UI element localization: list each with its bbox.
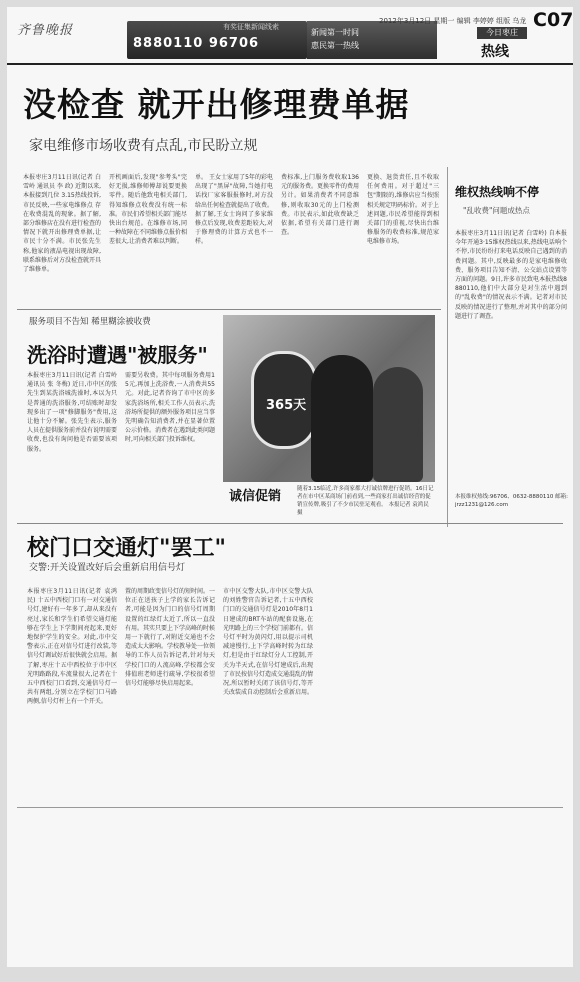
- section-label: 热线: [481, 44, 509, 60]
- masthead-rule: [7, 63, 573, 65]
- promotion-photo: [223, 315, 435, 482]
- story2-column-1: 本报枣庄3月11日讯(记者 白雪岭 通讯员 张 冬梅) 近日,市中区的张先生到某洗浴城洗澡时,本以为只是普通的洗浴服务,可结账时却发现多出了一项"修脚服务"费用,这让他十分不解。张先生表示,服务人员在提供服务前并没有说明需要收费,也没有询问他是否需要该项服务。: [27, 372, 117, 453]
- story1-column-1: 本报枣庄3月11日讯(记者 白雪岭 通讯员 李 政) 近期以来,本报接到几位 3.15热线投诉,市民反映,一些家电维修点 存在收费混乱的现象。据了解,部分维修店在没有进行检查的情况下就开出修理费单据,让市民十分不满。市民张先生称,他家的液晶电视出现故障,联系维修后对方没检查就开具了维修单。: [23, 174, 101, 274]
- photo-caption: 随着3.15临近,许多商家都大打诚信牌进行促销。16日记者在市中区某商场门前看到,一些商家打出诚信经营的促销宣传牌,吸引了不少市民驻足观看。 本报记者 袁鸿民 摄: [297, 486, 434, 516]
- story1-bottom-rule: [17, 309, 441, 310]
- slogan-banner: [307, 21, 437, 59]
- photo-caption-label: 诚信促销: [229, 489, 282, 504]
- story3-column-2: 置的周期政变信号灯的短时间。一位正在送孩子上学的家长告诉记者,可能是因为门口的信号灯周期设置的红绿灯太近了,所以一直没有用。其实只要上下学高峰的时候用一下就行了,对附近交通也不会造成太大影响。学校教导处一位领导的工作人员告诉记者,针对每天学校门口的人流高峰,学校都会安排值班老师进行疏导,学校很希望信号灯能够尽快启用起来。: [125, 588, 215, 688]
- banner-top-text: 有奖征集新闻线索: [223, 23, 279, 31]
- sidebar-hotline: 本报维权热线:96706、0632-8880110 邮箱:jrzz1231@126.com: [455, 494, 568, 508]
- newspaper-logo: 齐鲁晚报: [17, 23, 74, 38]
- promotion-sign-text: 365天: [266, 398, 307, 413]
- slogan-line-2: 惠民第一热线: [311, 41, 359, 50]
- sidebar-body: 本报枣庄3月11日讯(记者 白雪岭) 自本报今年开通3·15维权热线以来,热线电话响个不停,市民纷纷打来电话反映自己遇到的消费问题。其中,反映最多的是家电维修收费、服务项目告知不清、公交站点设置等方面的问题。9日,许多市民致电本报热线8880110,他们中大部分是对生活中遇到的"乱收费"的情况表示不满。记者对市民反映的情况进行了整理,并对其中的部分问题进行了调查。: [455, 230, 567, 320]
- sidebar-title: 维权热线响不停: [455, 185, 540, 199]
- slogan-line-1: 新闻第一时间: [311, 28, 359, 37]
- issue-date-line: 2012年3月12日 星期一 编辑 李婷婷 组版 乌龙: [379, 17, 527, 25]
- story3-headline: 校门口交通灯"罢工": [27, 536, 226, 561]
- page-bottom-rule: [17, 807, 563, 808]
- promotion-sign: [251, 351, 317, 449]
- story3-subhead: 交警:开关设置改好后会重新启用信号灯: [29, 563, 186, 573]
- banner-phone-numbers: 8880110 96706: [133, 36, 260, 51]
- story3-column-1: 本报枣庄3月11日讯(记者 袁鸿民) 十五中西校门口有一对交通信号灯,建好有一年多了,却从来没有亮过,家长和学生们希望交通灯能够在学生上下学期间亮起来,更好地保护学生的安全。对此,市中交警表示,正在对信号灯进行改装,等信号灯调试好后很快就会启用。据了解,枣庄十五中西校位于市中区光明路路段,车流量很大,记者在十五中西校门口看到,交通信号灯一共有两组,分别立在学校门口马路两侧,信号灯杆上有一个开关。: [27, 588, 117, 706]
- sidebar-subtitle: "乱收费"问题成热点: [463, 206, 530, 215]
- story1-headline: 没检查 就开出修理费单据: [23, 85, 410, 124]
- masthead: [7, 7, 573, 63]
- story1-column-2: 开机画面后,发现"参考头"完好无损,维修师傅却说要更换零件。随后他致电相关部门,得知维修点收费没有统一标准。市民们希望相关部门能尽快出台规范。在维修市场,同一种故障在不同维修点报价相差很大,让消费者难以判断。: [109, 174, 187, 246]
- story1-column-4: 费标准,上门服务费收取136元的服务费。更换零件的费用另计。如果消费者不同意维修,则收取30元的上门检测费。市民表示,如此收费缺乏依据,希望有关部门进行调查。: [281, 174, 359, 237]
- shopper-figure-2: [373, 367, 423, 482]
- story1-column-5: 更换、退货责任,且不收取任何费用。对于超过"三包"期限的,维修店应当按照相关规定明码标价。对于上述问题,市民希望能得到相关部门的重视,尽快出台维修服务的收费标准,规范家电维修市场。: [367, 174, 439, 246]
- sidebar-rule: [447, 167, 448, 527]
- story1-column-3: 单。 王女士家用了5年的彩电出现了"黑屏"故障,当她打电话找厂家客服报修时,对方没给出任何检查就提出了收费。据了解,王女士询问了多家维修点后发现,收费差距较大,对于修理费的计算方式也不一样。: [195, 174, 273, 246]
- story1-subhead: 家电维修市场收费有点乱,市民盼立规: [29, 138, 258, 154]
- story2-column-2: 需要另收费。其中每项服务费用15元,再加上洗浴费,一人消费共55元。对此,记者咨询了市中区的多家洗浴场所,相关工作人员表示,洗浴场所提供的额外服务项目应当事先明确告知消费者,并在显著位置公示价格。消费者在遇到此类问题时,可向相关部门投诉维权。: [125, 372, 215, 444]
- region-label: 今日枣庄: [477, 27, 527, 39]
- story2-kicker: 服务项目不告知 稀里糊涂被收费: [29, 317, 151, 327]
- story2-headline: 洗浴时遭遇"被服务": [27, 343, 208, 367]
- newspaper-page: [7, 7, 573, 967]
- page-number: C07: [533, 9, 573, 31]
- tip-hotline-banner: [127, 21, 307, 59]
- shopper-figure: [311, 355, 373, 482]
- story3-column-3: 市中区交警大队,市中区交警大队的刘姓警官告诉记者,十五中西校门口的交通信号灯是2010年8月1日建成的BRT车站的配套设施,在光明路上的三个学校门前都有。信号灯平时为黄闪灯,用以提示司机减速慢行,上下学高峰时转为红绿灯,但是由于红绿灯分人工控制,开关为半天式,在信号灯建成后,出现了市民按信号灯造成交通混乱的情况,所以暂时关闭了该信号灯,等开关改装成自动控制后会重新启用。: [223, 588, 313, 697]
- story2-bottom-rule: [17, 523, 563, 524]
